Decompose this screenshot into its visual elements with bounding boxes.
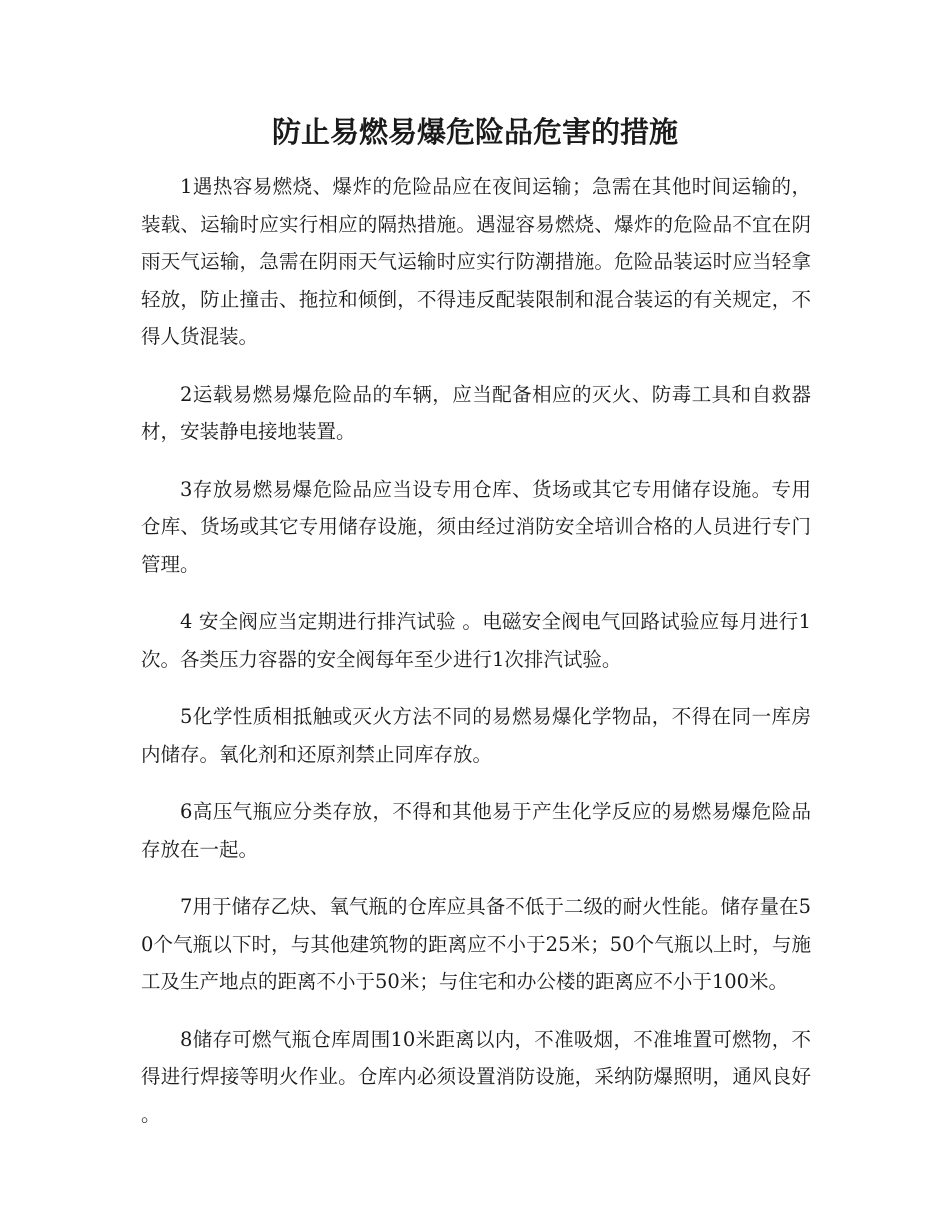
paragraph-2: 2运载易燃易爆危险品的车辆，应当配备相应的灭火、防毒工具和自救器材，安装静电接地装置。 [141,382,811,443]
paragraph-7: 7用于储存乙炔、氧气瓶的仓库应具备不低于二级的耐火性能。储存量在50个气瓶以下时，与其他建筑物的距离应不小于25米；50个气瓶以上时，与施工及生产地点的距离不小于50米；与住宅和办公楼的距离应不小于100米。 [141,895,811,993]
paragraph-4: 4 安全阀应当定期进行排汽试验 。电磁安全阀电气回路试验应每月进行1次。各类压力容器的安全阀每年至少进行1次排汽试验。 [141,610,811,671]
document-title: 防止易燃易爆危险品危害的措施 [271,115,678,149]
document-body [141,168,811,1153]
paragraph-5: 5化学性质相抵触或灭火方法不同的易燃易爆化学物品，不得在同一库房内储存。氧化剂和还原剂禁止同库存放。 [141,705,811,766]
paragraph-1: 1遇热容易燃烧、爆炸的危险品应在夜间运输；急需在其他时间运输的，装载、运输时应实行相应的隔热措施。遇湿容易燃烧、爆炸的危险品不宜在阴雨天气运输，急需在阴雨天气运输时应实行防潮措施。危险品装运时应当轻拿轻放，防止撞击、拖拉和倾倒，不得违反配装限制和混合装运的有关规定，不得人货混装。 [141,175,811,348]
paragraph-8: 8储存可燃气瓶仓库周围10米距离以内，不准吸烟，不准堆置可燃物，不得进行焊接等明火作业。仓库内必须设置消防设施，采纳防爆照明，通风良好。 [141,1027,811,1126]
paragraph-3: 3存放易燃易爆危险品应当设专用仓库、货场或其它专用储存设施。专用仓库、货场或其它专用储存设施，须由经过消防安全培训合格的人员进行专门管理。 [141,477,811,576]
paragraph-6: 6高压气瓶应分类存放，不得和其他易于产生化学反应的易燃易爆危险品存放在一起。 [141,800,811,861]
